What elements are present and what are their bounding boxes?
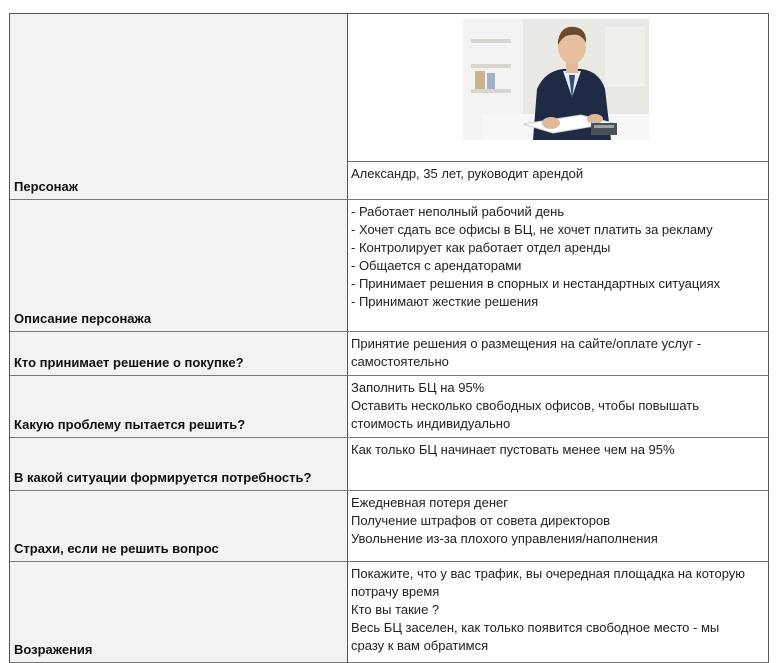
cell-line: - Работает неполный рабочий день bbox=[351, 204, 565, 219]
cell-line: Оставить несколько свободных офисов, чтобы повышать bbox=[351, 398, 700, 413]
table-row bbox=[10, 200, 769, 332]
row-label: Какую проблему пытается решить? bbox=[10, 376, 348, 437]
persona-table bbox=[9, 13, 769, 663]
cell-line: Александр, 35 лет, руководит арендой bbox=[351, 166, 584, 181]
table-row bbox=[10, 14, 769, 200]
cell-line: потрачу время bbox=[351, 584, 440, 599]
row-label: Страхи, если не решить вопрос bbox=[10, 491, 348, 561]
table-row bbox=[10, 438, 769, 491]
table-row bbox=[10, 562, 769, 663]
cell-line: - Общается с арендаторами bbox=[351, 258, 522, 273]
table-row bbox=[10, 332, 769, 376]
cell-line: Принятие решения о размещения на сайте/оплате услуг - bbox=[351, 336, 702, 351]
cell-line: - Принимают жесткие решения bbox=[351, 294, 539, 309]
persona-photo-cell bbox=[348, 19, 768, 162]
cell-line: стоимость индивидуально bbox=[351, 416, 511, 431]
row-label: Персонаж bbox=[10, 14, 348, 199]
cell-line: Увольнение из-за плохого управления/наполнения bbox=[351, 531, 658, 546]
cell-line: - Принимает решения в спорных и нестандартных ситуациях bbox=[351, 276, 721, 291]
cell-line: - Хочет сдать все офисы в БЦ, не хочет платить за рекламу bbox=[351, 222, 713, 237]
cell-line: Ежедневная потеря денег bbox=[351, 495, 508, 510]
cell-line: Как только БЦ начинает пустовать менее чем на 95% bbox=[351, 442, 675, 457]
cell-line: Получение штрафов от совета директоров bbox=[351, 513, 611, 528]
table-row bbox=[10, 376, 769, 438]
cell-line: Покажите, что у вас трафик, вы очередная площадка на которую bbox=[351, 566, 746, 581]
row-label: Описание персонажа bbox=[10, 200, 348, 331]
row-label: Возражения bbox=[10, 562, 348, 662]
cell-line: Весь БЦ заселен, как только появится свободное место - мы bbox=[351, 620, 720, 635]
cell-line: Кто вы такие ? bbox=[351, 602, 440, 617]
table-row bbox=[10, 491, 769, 562]
cell-line: сразу к вам обратимся bbox=[351, 638, 489, 653]
persona-photo bbox=[463, 19, 649, 140]
row-label: Кто принимает решение о покупке? bbox=[10, 332, 348, 375]
row-label: В какой ситуации формируется потребность? bbox=[10, 438, 348, 490]
cell-line: самостоятельно bbox=[351, 354, 449, 369]
cell-line: Заполнить БЦ на 95% bbox=[351, 380, 485, 395]
cell-line: - Контролирует как работает отдел аренды bbox=[351, 240, 611, 255]
